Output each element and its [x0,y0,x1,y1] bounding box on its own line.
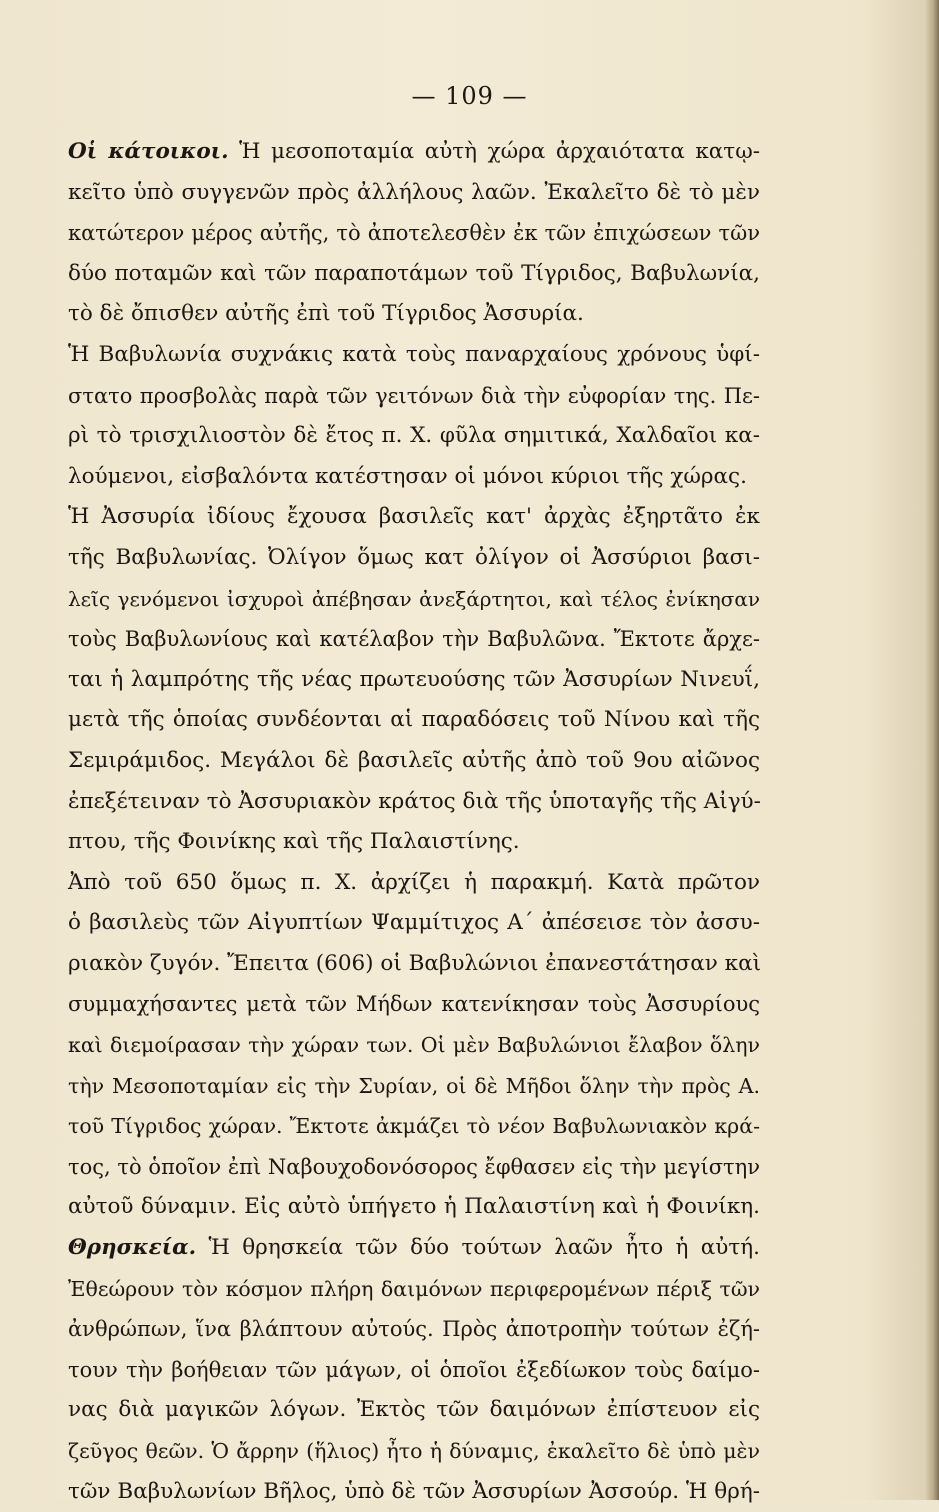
line-text: ρὶ τὸ τρισχιλιοστὸν δὲ ἔτος π. Χ. φῦλα σημιτικά, Χαλδαῖοι κα- [68,423,760,449]
line-text: μετὰ τῆς ὁποίας συνδέονται αἱ παραδόσεις τοῦ Νίνου καὶ τῆς [68,707,760,733]
line-text: δύο ποταμῶν καὶ τῶν παραποτάμων τοῦ Τίγριδος, Βαβυλωνία, [68,260,760,286]
text-line [68,213,760,254]
line-text: τῶν Βαβυλωνίων Βῆλος, ὑπὸ δὲ τῶν Ἀσσυρίων Ἀσσούρ. Ἡ θρή- [68,1478,760,1504]
text-line [68,1269,760,1310]
text-line [68,376,760,417]
line-text: τοὺς Βαβυλωνίους καὶ κατέλαβον τὴν Βαβυλῶνα. Ἔκτοτε ἄρχε- [68,627,760,652]
text-line [68,416,760,457]
line-text: νας διὰ μαγικῶν λόγων. Ἐκτὸς τῶν δαιμόνων ἐπίστευον εἰς [68,1397,760,1423]
text-line [68,822,760,863]
text-line [68,1309,760,1350]
line-text: ται ἡ λαμπρότης τῆς νέας πρωτευούσης τῶν Ἀσσυρίων Νινευΐ, [68,666,760,692]
line-text: πτου, τῆς Φοινίκης καὶ τῆς Παλαιστίνης. [68,829,520,855]
text-line [68,173,760,214]
text-line [68,457,760,498]
text-line [68,1431,760,1472]
line-text: λεῖς γενόμενοι ἰσχυροὶ ἀπέβησαν ἀνεξάρτητοι, καὶ τέλος ἐνίκησαν [68,586,760,611]
line-text: ριακὸν ζυγόν. Ἔπειτα (606) οἱ Βαβυλώνιοι ἐπανεστάτησαν καὶ [68,950,762,976]
text-line [68,903,760,944]
page-edge-shadow [925,0,939,1500]
line-text: τὴν Μεσοποταμίαν εἰς τὴν Συρίαν, οἱ δὲ Μῆδοι ὅλην τὴν πρὸς Α. [68,1073,760,1098]
line-text: συμμαχήσαντες μετὰ τῶν Μήδων κατενίκησαν τοὺς Ἀσσυρίους [68,992,760,1017]
text-line [68,497,760,538]
text-line [68,1228,760,1269]
body-text [68,132,760,1512]
text-line [68,1187,760,1228]
line-text: λούμενοι, εἰσβαλόντα κατέστησαν οἱ μόνοι κύριοι τῆς χώρας. [68,463,747,489]
text-line [68,782,760,823]
line-text: ἀνθρώπων, ἵνα βλάπτουν αὐτούς. Πρὸς ἀποτροπὴν τούτων ἐζή- [68,1317,760,1342]
line-text: τουν τὴν βοήθειαν τῶν μάγων, οἱ ὁποῖοι ἐξεδίωκον τοὺς δαίμο- [68,1357,760,1382]
text-line [68,1350,760,1391]
line-text: Ἡ Βαβυλωνία συχνάκις κατὰ τοὺς παναρχαίους χρόνους ὑφί- [68,341,760,367]
line-text: τῆς Βαβυλωνίας. Ὀλίγον ὅμως κατ ὀλίγον οἱ Ἀσσύριοι βασι- [68,544,760,570]
line-text: ζεῦγος θεῶν. Ὁ ἄρρην (ἥλιος) ἦτο ἡ δύναμις, ἐκαλεῖτο δὲ ὑπὸ μὲν [68,1439,760,1463]
section-keyword: Οἱ κάτοικοι. [68,139,229,164]
text-line [68,1390,760,1431]
line-text: Ἀπὸ τοῦ 650 ὅμως π. Χ. ἀρχίζει ἡ παρακμή. Κατὰ πρῶτον [68,869,760,895]
line-text: Σεμιράμιδος. Μεγάλοι δὲ βασιλεῖς αὐτῆς ἀπὸ τοῦ 9ου αἰῶνος [68,747,760,773]
line-text: Ἡ μεσοποταμία αὐτὴ χώρα ἀρχαιότατα κατῳ- [228,139,760,164]
line-text: καὶ διεμοίρασαν τὴν χώραν των. Οἱ μὲν Βαβυλώνιοι ἔλαβον ὅλην [68,1033,760,1058]
line-text: κεῖτο ὑπὸ συγγενῶν πρὸς ἀλλήλους λαῶν. Ἐκαλεῖτο δὲ τὸ μὲν [68,179,760,205]
text-line [68,741,760,782]
text-line [68,132,760,173]
text-line [68,1147,760,1188]
line-text: αὐτοῦ δύναμιν. Εἰς αὐτὸ ὑπήγετο ἡ Παλαιστίνη καὶ ἡ Φοινίκη. [68,1194,760,1220]
text-line [68,984,760,1025]
text-line [68,1106,760,1147]
text-line [68,660,760,701]
line-text: Ἡ θρησκεία τῶν δύο τούτων λαῶν ἦτο ἡ αὐτή. [196,1235,760,1261]
text-line [68,335,760,376]
text-line [68,1472,760,1512]
line-text: ἐπεξέτειναν τὸ Ἀσσυριακὸν κράτος διὰ τῆς ὑποταγῆς τῆς Αἰγύ- [68,788,761,814]
line-text: στατο προσβολὰς παρὰ τῶν γειτόνων διὰ τὴν εὐφορίαν της. Πε- [68,383,760,408]
text-line [68,700,760,741]
text-line [68,294,760,335]
text-line [68,944,760,985]
text-line [68,619,760,660]
text-line [68,254,760,295]
line-text: Ἐθεώρουν τὸν κόσμον πλήρη δαιμόνων περιφερομένων πέριξ τῶν [68,1276,760,1301]
section-keyword: Θρησκεία. [68,1235,197,1261]
line-text: κατώτερον μέρος αὐτῆς, τὸ ἀποτελεσθὲν ἐκ τῶν ἐπιχώσεων τῶν [68,221,760,246]
line-text: τὸ δὲ ὄπισθεν αὐτῆς ἐπὶ τοῦ Τίγριδος Ἀσσυρία. [68,301,584,327]
text-line [68,1066,760,1107]
page-number: — 109 — [411,82,528,110]
line-text: τος, τὸ ὁποῖον ἐπὶ Ναβουχοδονόσορος ἔφθασεν εἰς τὴν μεγίστην [68,1154,760,1179]
line-text: τοῦ Τίγριδος χώραν. Ἔκτοτε ἀκμάζει τὸ νέον Βαβυλωνιακὸν κρά- [68,1114,760,1139]
line-text: ὁ βασιλεὺς τῶν Αἰγυπτίων Ψαμμίτιχος Α΄ ἀπέσεισε τὸν ἀσσυ- [68,910,760,936]
line-text: Ἡ Ἀσσυρία ἰδίους ἔχουσα βασιλεῖς κατ' ἀρχὰς ἐξηρτᾶτο ἐκ [68,504,760,530]
text-line [68,579,760,620]
text-line [68,863,760,904]
text-line [68,538,760,579]
text-line [68,1025,760,1066]
